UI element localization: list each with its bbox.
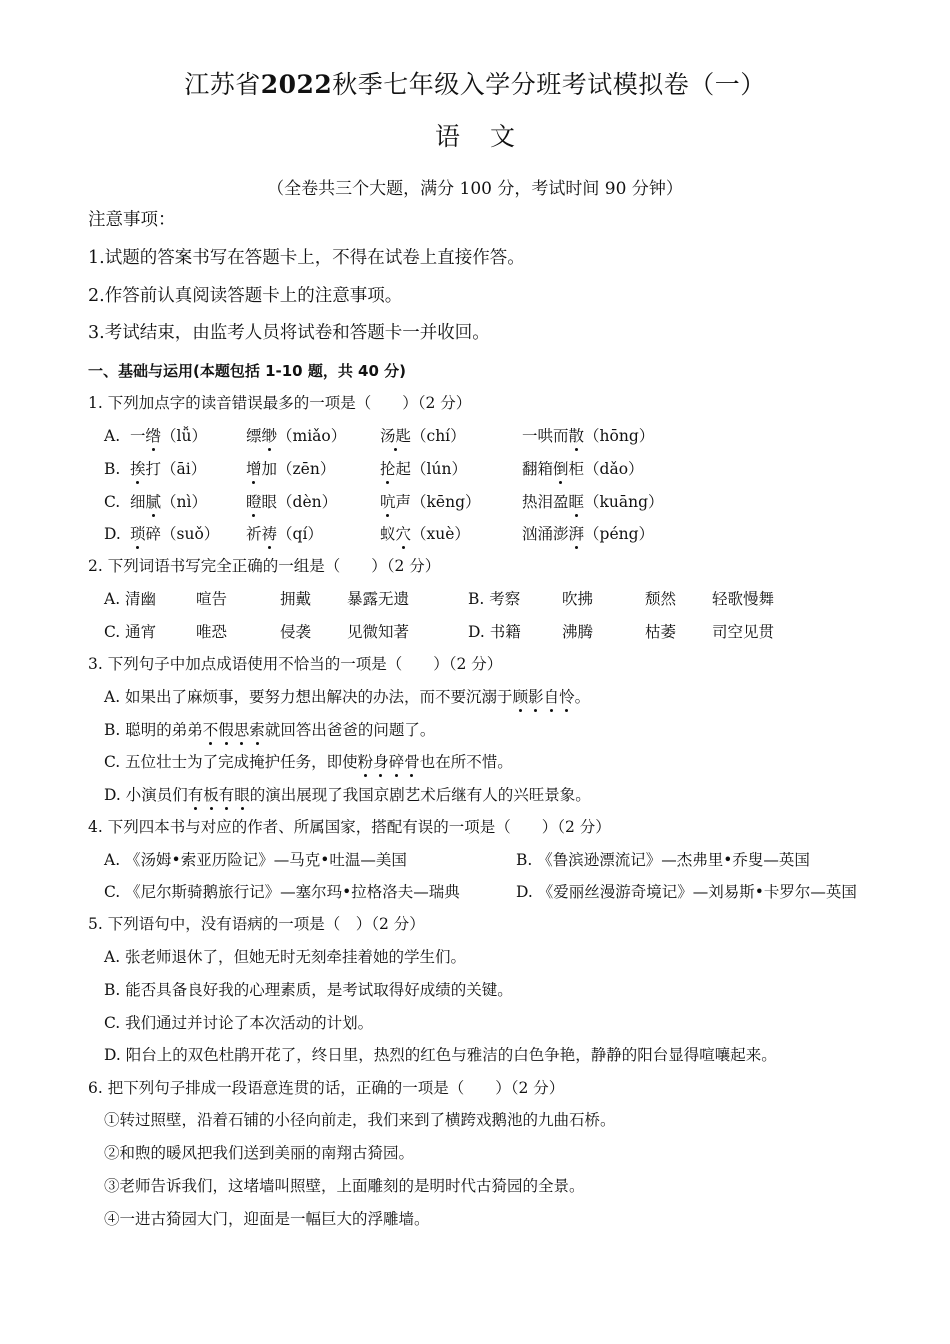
option-item — [380, 491, 481, 513]
option-text: 打（āi） — [145, 460, 207, 478]
word-item: 司空见贯 — [712, 623, 775, 641]
option-item — [380, 458, 467, 480]
sentence-3: ③老师告诉我们，这堵墙叫照壁，上面雕刻的是明时代古猗园的全景。 — [104, 1177, 585, 1195]
exam-title — [0, 70, 950, 100]
dotted-char: 眶 — [568, 493, 585, 511]
option-text: 祈 — [246, 525, 262, 543]
option-text: （kuāng） — [584, 493, 664, 511]
option-d: D. 《爱丽丝漫游奇境记》—刘易斯•卡罗尔—英国 — [516, 883, 857, 901]
option-text: 就回答出爸爸的问题了。 — [264, 721, 436, 739]
option-text: A. 如果出了麻烦事，要努力想出解决的办法，而不要沉溺于 — [104, 688, 513, 706]
option-label: B. — [104, 460, 121, 478]
option-d: D. 阳台上的双色杜鹃开花了，终日里，热烈的红色与雅洁的白色争艳，静静的阳台显得喧嚷起来。 — [104, 1046, 777, 1064]
dotted-char: 索 — [249, 721, 265, 739]
dotted-char: 祷 — [261, 525, 278, 543]
option-item — [246, 458, 335, 480]
option-text: 眼（dèn） — [261, 493, 338, 511]
option-text: 翻箱 — [522, 460, 554, 478]
word-item: 吹拂 — [562, 590, 594, 608]
dotted-char: 倒 — [553, 460, 569, 478]
word-item: 暴露无遗 — [347, 590, 410, 608]
word-item: B. 考察 — [468, 590, 521, 608]
option-item — [380, 523, 470, 545]
word-item: 侵袭 — [280, 623, 312, 641]
option-text: 一哄而 — [522, 427, 569, 445]
option-text: （nì） — [161, 493, 207, 511]
dotted-char: 身 — [373, 753, 389, 771]
dotted-char: 怜 — [559, 688, 575, 706]
question-stem: 6. 把下列句子排成一段语意连贯的话，正确的一项是（ ）（2 分） — [88, 1079, 565, 1097]
option-a: A. 《汤姆•索亚历险记》—马克•吐温—美国 — [104, 851, 407, 869]
word-item: 枯萎 — [645, 623, 677, 641]
word-item: C. 通宵 — [104, 623, 157, 641]
dotted-char: 琐 — [130, 525, 146, 543]
dotted-char: 穴 — [395, 525, 412, 543]
word-item: 沸腾 — [562, 623, 594, 641]
option-text: （qí） — [277, 525, 323, 543]
option-text: 的演出展现了我国京剧艺术后继有人的兴旺景象。 — [249, 786, 591, 804]
dotted-char: 绺 — [145, 427, 162, 445]
option-text: （lǚ） — [161, 427, 207, 445]
question-stem: 5. 下列语句中，没有语病的一项是（ ）（2 分） — [88, 915, 425, 933]
option-b — [104, 719, 435, 741]
word-item: 轻歌慢舞 — [712, 590, 775, 608]
word-item: A. 清幽 — [104, 590, 157, 608]
exam-intro: （全卷共三个大题，满分 100 分，考试时间 90 分钟） — [267, 179, 683, 199]
question-stem: 1. 下列加点字的读音错误最多的一项是（ ）（2 分） — [88, 394, 472, 412]
dotted-char: 有 — [218, 786, 235, 804]
dotted-char: 增 — [246, 460, 262, 478]
option-text: 一 — [130, 427, 146, 445]
question-stem: 3. 下列句子中加点成语使用不恰当的一项是（ ）（2 分） — [88, 655, 503, 673]
word-item: 唯恐 — [196, 623, 228, 641]
dotted-char: 假 — [218, 721, 234, 739]
option-label: C. — [104, 493, 121, 511]
option-item — [130, 425, 207, 447]
option-item — [522, 458, 644, 480]
subject-title: 语文 — [434, 122, 545, 151]
question-stem: 2. 下列词语书写完全正确的一组是（ ）（2 分） — [88, 557, 441, 575]
option-text: （miǎo） — [277, 427, 347, 445]
title-prefix: 江苏省 — [184, 70, 261, 99]
sentence-1: ①转过照壁，沿着石铺的小径向前走，我们来到了横跨戏鹅池的九曲石桥。 — [104, 1111, 616, 1129]
note-item: 2.作答前认真阅读答题卡上的注意事项。 — [88, 286, 403, 306]
option-c: C. 我们通过并讨论了本次活动的计划。 — [104, 1014, 374, 1032]
dotted-char: 碎 — [388, 753, 405, 771]
option-c — [104, 751, 513, 773]
option-text: 蚁 — [380, 525, 396, 543]
dotted-char: 板 — [203, 786, 219, 804]
option-text: 也在所不惜。 — [419, 753, 513, 771]
dotted-char: 抡 — [380, 460, 396, 478]
dotted-char: 湃 — [568, 525, 585, 543]
dotted-char: 腻 — [145, 493, 162, 511]
option-label: A. — [104, 427, 121, 445]
option-text: （péng） — [584, 525, 655, 543]
option-item — [522, 425, 654, 447]
note-item: 3.考试结束，由监考人员将试卷和答题卡一并收回。 — [88, 323, 490, 343]
option-text: 起（lún） — [395, 460, 467, 478]
dotted-char: 自 — [543, 688, 560, 706]
option-text: 热泪盈 — [522, 493, 569, 511]
section-title: 一、基础与运用(本题包括 1-10 题，共 40 分) — [88, 362, 407, 380]
dotted-char: 瞪 — [246, 493, 262, 511]
option-item — [522, 523, 654, 545]
dotted-char: 缈 — [261, 427, 278, 445]
dotted-char: 汤匙 — [380, 427, 412, 445]
option-a — [104, 686, 590, 708]
option-item — [130, 491, 207, 513]
dotted-char: 挨 — [130, 460, 146, 478]
option-item — [246, 425, 346, 447]
dotted-char: 粉 — [357, 753, 374, 771]
word-item: 见微知著 — [347, 623, 410, 641]
option-item — [246, 491, 337, 513]
option-text: 声（kēng） — [395, 493, 481, 511]
notes-heading: 注意事项： — [88, 210, 176, 230]
option-text: 柜（dǎo） — [568, 460, 644, 478]
option-item — [130, 458, 206, 480]
option-item — [130, 523, 219, 545]
title-suffix: 秋季七年级入学分班考试模拟卷（一） — [332, 70, 766, 99]
option-item — [380, 425, 466, 447]
word-item: 喧告 — [196, 590, 228, 608]
dotted-char: 散 — [568, 427, 585, 445]
option-text: 。 — [574, 688, 591, 706]
option-d — [104, 784, 591, 806]
dotted-char: 顾 — [512, 688, 529, 706]
note-item: 1.试题的答案书写在答题卡上，不得在试卷上直接作答。 — [88, 248, 525, 268]
sentence-4: ④一进古猗园大门，迎面是一幅巨大的浮雕墙。 — [104, 1210, 430, 1228]
dotted-char: 不 — [202, 721, 219, 739]
dotted-char: 思 — [233, 721, 250, 739]
option-label: D. — [104, 525, 121, 543]
option-text: C. 五位壮士为了完成掩护任务，即使 — [104, 753, 358, 771]
option-text: 汹涌澎 — [522, 525, 569, 543]
option-text: （chí） — [411, 427, 466, 445]
option-text: B. 聪明的弟弟 — [104, 721, 203, 739]
dotted-char: 吭 — [380, 493, 396, 511]
sentence-2: ②和煦的暖风把我们送到美丽的南翔古猗园。 — [104, 1144, 415, 1162]
question-stem: 4. 下列四本书与对应的作者、所属国家，搭配有误的一项是（ ）（2 分） — [88, 818, 611, 836]
option-text: 碎（suǒ） — [145, 525, 220, 543]
title-year: 2022 — [260, 70, 333, 99]
option-text: 加（zēn） — [261, 460, 336, 478]
word-item: 颓然 — [645, 590, 677, 608]
dotted-char: 眼 — [234, 786, 250, 804]
dotted-char: 有 — [187, 786, 204, 804]
option-text: 细 — [130, 493, 146, 511]
option-text: D. 小演员们 — [104, 786, 188, 804]
option-item — [246, 523, 323, 545]
word-item: D. 书籍 — [468, 623, 521, 641]
option-text: 缥 — [246, 427, 262, 445]
option-text: （hōng） — [584, 427, 655, 445]
option-item — [522, 491, 664, 513]
dotted-char: 影 — [528, 688, 544, 706]
option-b: B. 能否具备良好我的心理素质，是考试取得好成绩的关键。 — [104, 981, 513, 999]
word-item: 拥戴 — [280, 590, 312, 608]
option-a: A. 张老师退休了，但她无时无刻牵挂着她的学生们。 — [104, 948, 467, 966]
option-text: （xuè） — [411, 525, 470, 543]
option-c: C. 《尼尔斯骑鹅旅行记》—塞尔玛•拉格洛夫—瑞典 — [104, 883, 460, 901]
option-b: B. 《鲁滨逊漂流记》—杰弗里•乔叟—英国 — [516, 851, 810, 869]
dotted-char: 骨 — [404, 753, 420, 771]
